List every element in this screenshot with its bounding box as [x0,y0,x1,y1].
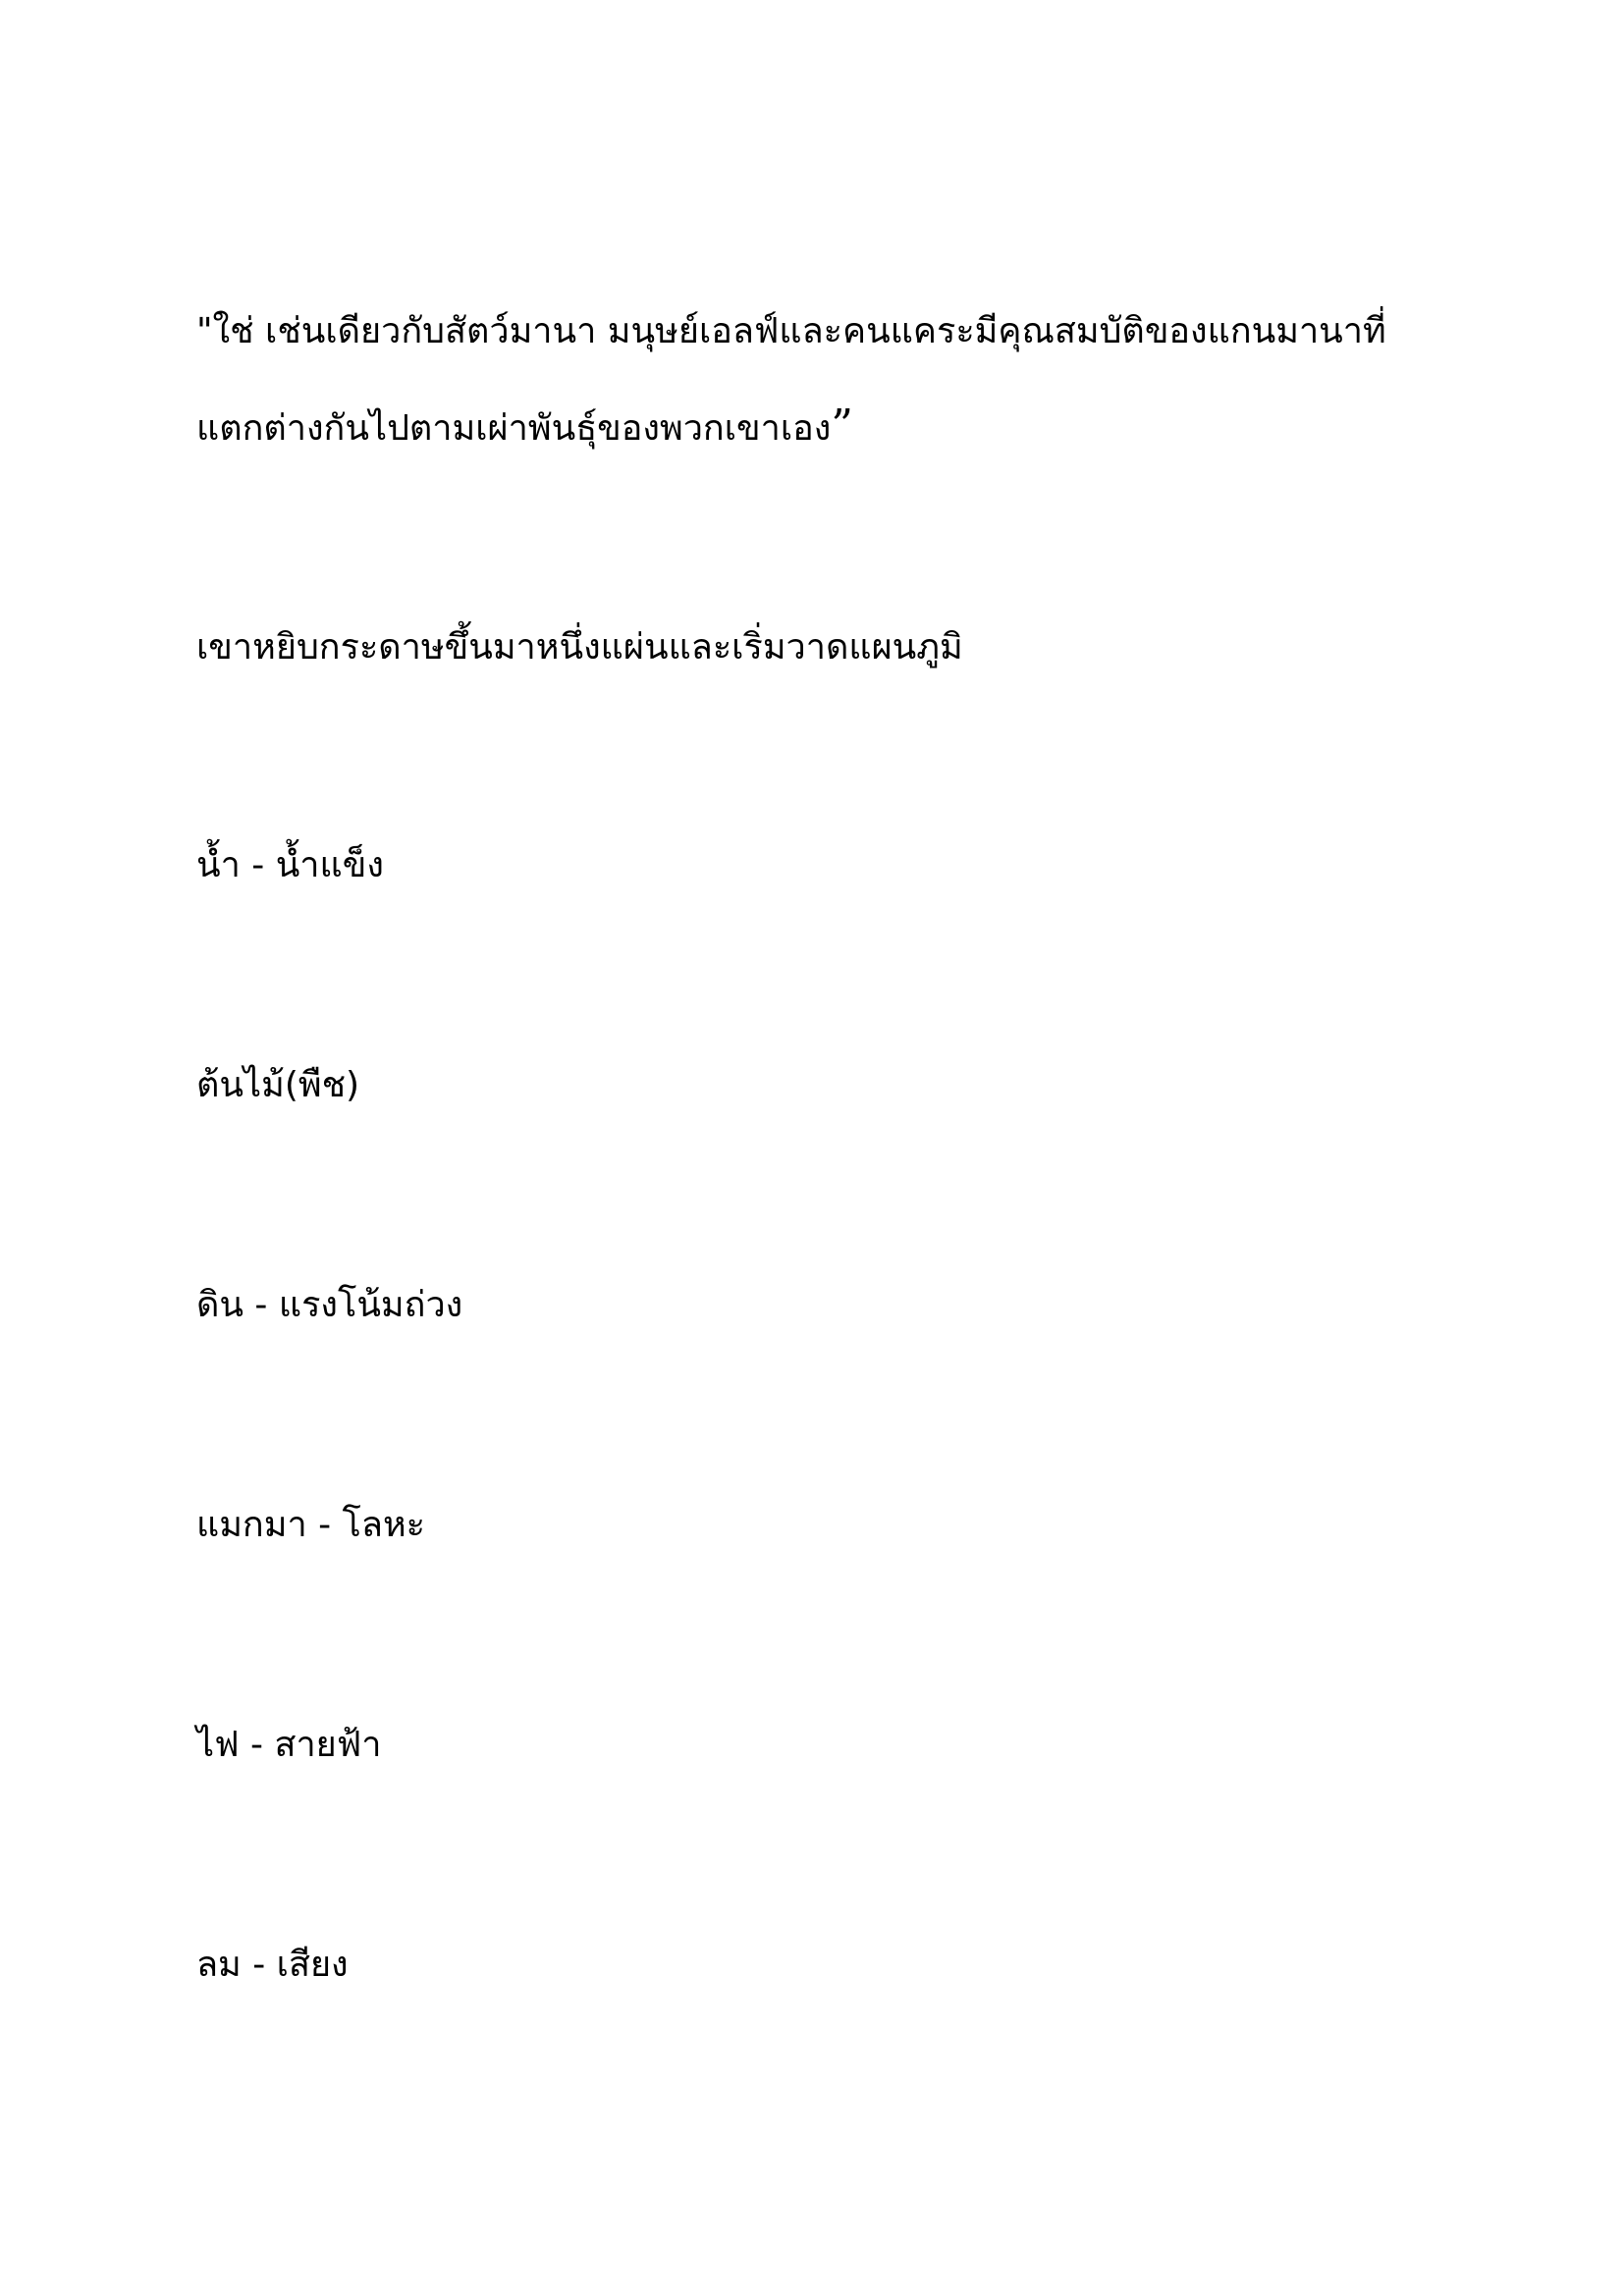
paragraph-chart-intro [196,624,963,671]
list-item-text: ไฟ - สายฟ้า [196,1725,382,1765]
paragraph-text: เขาหยิบกระดาษขึ้นมาหนึ่งแผ่นและเริ่มวาดแผนภูมิ [196,627,963,667]
list-item-text: ลม - เสียง [196,1945,349,1985]
paragraph-text: "ใช่ เช่นเดียวกับสัตว์มานา มนุษย์เอลฟ์และคนแคระมีคุณสมบัติของแกนมานาที่ [196,311,1386,351]
paragraph-line-2 [196,402,853,453]
paragraph-line-1 [196,308,1386,355]
list-item [196,1722,381,1769]
paragraph-text: แตกต่างกันไปตามเผ่าพันธุ์ของพวกเขาเอง [196,408,832,449]
list-item-text: ต้นไม้(พืช) [196,1065,360,1105]
list-item-text: แมกมา - โลหะ [196,1505,426,1545]
list-item [196,1062,359,1109]
list-item-text: ดิน - แรงโน้มถ่วง [196,1285,463,1325]
list-item [196,1942,349,1989]
list-item [196,1282,462,1329]
closing-quote: ” [831,400,853,451]
list-item [196,1502,425,1549]
list-item [196,842,384,889]
list-item-text: น้ำ - น้ำแข็ง [196,845,384,885]
